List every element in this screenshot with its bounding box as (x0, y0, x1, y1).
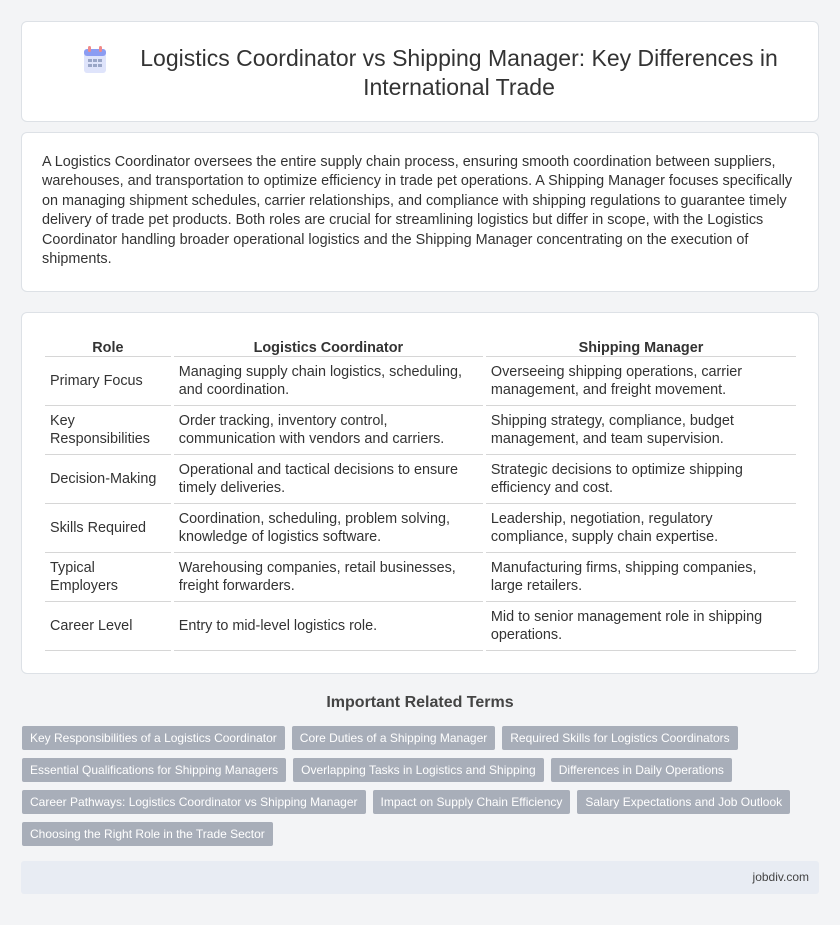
comparison-card (21, 312, 819, 674)
logistics-coordinator-cell: Operational and tactical decisions to ensure timely deliveries. (174, 455, 483, 504)
related-terms-heading: Important Related Terms (326, 694, 514, 711)
row-label: Typical Employers (45, 553, 171, 602)
header-shipping-manager: Shipping Manager (486, 333, 796, 357)
shipping-manager-cell: Shipping strategy, compliance, budget management, and team supervision. (486, 406, 796, 455)
row-label: Decision-Making (45, 455, 171, 504)
shipping-manager-cell: Overseeing shipping operations, carrier management, and freight movement. (486, 357, 796, 406)
source-link[interactable]: jobdiv.com (752, 870, 809, 884)
intro-paragraph: A Logistics Coordinator oversees the entire supply chain process, ensuring smooth coordination between suppliers, warehouses, and transportation to optimize efficiency in trade pet operations. A Shipping Manager focuses specifically on managing shipment schedules, carrier relationships, and compliance with shipping regulations to guarantee timely delivery of trade pet products. Both roles are crucial for streamlining logistics but differ in scope, with the Logistics Coordinator handling broader operational logistics and the Shipping Manager concentrating on the execution of shipments. (42, 154, 793, 268)
row-label: Primary Focus (45, 357, 171, 406)
table-row (45, 504, 796, 553)
header-role: Role (45, 333, 171, 357)
document-icon (82, 46, 108, 74)
related-term-tag[interactable]: Overlapping Tasks in Logistics and Shipping (293, 758, 544, 782)
table-row (45, 455, 796, 504)
title-card (21, 21, 819, 122)
logistics-coordinator-cell: Entry to mid-level logistics role. (174, 602, 483, 651)
related-term-tag[interactable]: Differences in Daily Operations (551, 758, 732, 782)
table-row (45, 553, 796, 602)
footer (21, 861, 819, 894)
table-row (45, 602, 796, 651)
logistics-coordinator-cell: Managing supply chain logistics, scheduling, and coordination. (174, 357, 483, 406)
related-term-tag[interactable]: Essential Qualifications for Shipping Managers (22, 758, 286, 782)
shipping-manager-cell: Manufacturing firms, shipping companies, large retailers. (486, 553, 796, 602)
logistics-coordinator-cell: Coordination, scheduling, problem solving, knowledge of logistics software. (174, 504, 483, 553)
table-row (45, 406, 796, 455)
shipping-manager-cell: Strategic decisions to optimize shipping efficiency and cost. (486, 455, 796, 504)
related-term-tag[interactable]: Salary Expectations and Job Outlook (577, 790, 790, 814)
row-label: Key Responsibilities (45, 406, 171, 455)
title-wrap (82, 44, 788, 102)
related-term-tag[interactable]: Core Duties of a Shipping Manager (292, 726, 495, 750)
logistics-coordinator-cell: Order tracking, inventory control, communication with vendors and carriers. (174, 406, 483, 455)
intro-card (21, 132, 819, 292)
related-terms-list (22, 726, 822, 846)
table-header-row (45, 333, 796, 357)
comparison-table (42, 333, 799, 651)
logistics-coordinator-cell: Warehousing companies, retail businesses, freight forwarders. (174, 553, 483, 602)
related-term-tag[interactable]: Choosing the Right Role in the Trade Sector (22, 822, 273, 846)
related-term-tag[interactable]: Career Pathways: Logistics Coordinator vs Shipping Manager (22, 790, 366, 814)
shipping-manager-cell: Leadership, negotiation, regulatory compliance, supply chain expertise. (486, 504, 796, 553)
row-label: Skills Required (45, 504, 171, 553)
header-logistics-coordinator: Logistics Coordinator (174, 333, 483, 357)
row-label: Career Level (45, 602, 171, 651)
table-row (45, 357, 796, 406)
related-term-tag[interactable]: Required Skills for Logistics Coordinators (502, 726, 737, 750)
shipping-manager-cell: Mid to senior management role in shipping operations. (486, 602, 796, 651)
related-term-tag[interactable]: Impact on Supply Chain Efficiency (373, 790, 571, 814)
related-term-tag[interactable]: Key Responsibilities of a Logistics Coordinator (22, 726, 285, 750)
page-title: Logistics Coordinator vs Shipping Manager: Key Differences in International Trade (140, 45, 778, 100)
